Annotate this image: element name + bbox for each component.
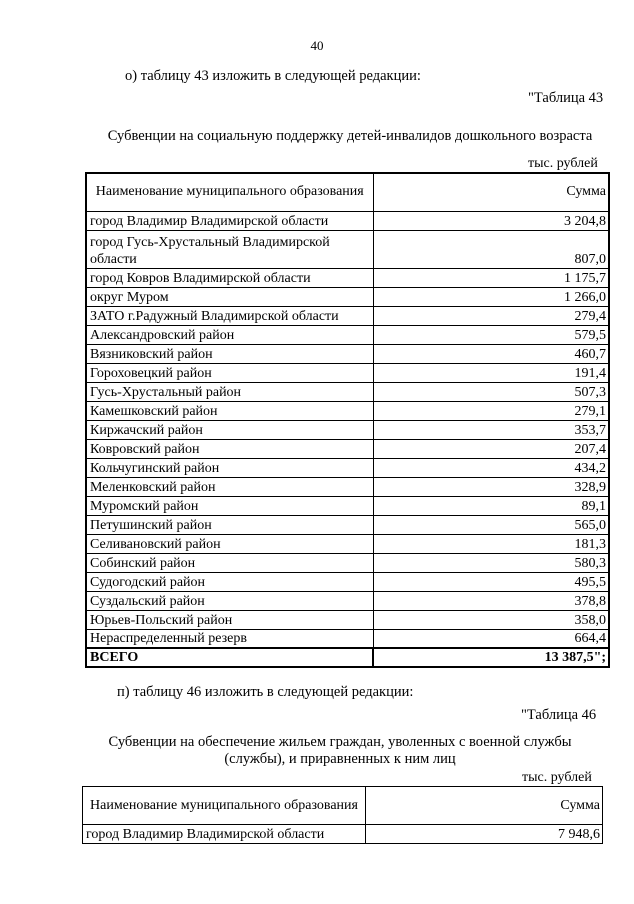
row-name-cell: Киржачский район [86, 420, 373, 439]
table-label-43: "Таблица 43 [528, 90, 604, 106]
row-name-cell: Муромский район [86, 496, 373, 515]
table-row [83, 825, 603, 844]
row-name-cell: Суздальский район [86, 591, 373, 610]
row-name-cell: ЗАТО г.Радужный Владимирской области [86, 306, 373, 325]
table-row [86, 287, 609, 306]
row-sum-cell: 13 387,5"; [373, 648, 609, 667]
row-name-cell: Собинский район [86, 553, 373, 572]
row-name-cell: Камешковский район [86, 401, 373, 420]
row-name-cell: Меленковский район [86, 477, 373, 496]
table-row [86, 211, 609, 230]
instruction-o: о) таблицу 43 изложить в следующей редакции: [125, 68, 421, 84]
table-row [86, 515, 609, 534]
header-sum-cell: Сумма [366, 787, 603, 825]
table-header [86, 173, 609, 211]
row-sum-cell: 507,3 [373, 382, 609, 401]
row-sum-cell: 580,3 [373, 553, 609, 572]
row-name-cell: Судогодский район [86, 572, 373, 591]
row-sum-cell: 3 204,8 [373, 211, 609, 230]
table-row [86, 401, 609, 420]
table-caption-46-line2: (службы), и приравненных к ним лиц [224, 751, 456, 767]
row-name-cell: город Ковров Владимирской области [86, 268, 373, 287]
row-sum-cell: 191,4 [373, 363, 609, 382]
header-name-cell: Наименование муниципального образования [83, 787, 366, 825]
header-sum-cell: Сумма [373, 173, 609, 211]
table-46 [82, 786, 603, 844]
row-sum-cell: 495,5 [373, 572, 609, 591]
total-row [86, 648, 609, 667]
table-row [86, 591, 609, 610]
table-row [86, 230, 609, 268]
table-row [86, 572, 609, 591]
row-sum-cell: 807,0 [373, 230, 609, 268]
table-row [86, 496, 609, 515]
table-row [86, 534, 609, 553]
row-sum-cell: 207,4 [373, 439, 609, 458]
table-43 [85, 172, 610, 668]
row-name-cell: город Владимир Владимирской области [86, 211, 373, 230]
table-row [86, 439, 609, 458]
row-sum-cell: 89,1 [373, 496, 609, 515]
table-caption-43: Субвенции на социальную поддержку детей-инвалидов дошкольного возраста [107, 128, 593, 144]
row-sum-cell: 565,0 [373, 515, 609, 534]
row-name-cell: город Владимир Владимирской области [83, 825, 366, 844]
table-header [83, 787, 603, 825]
row-name-cell: Юрьев-Польский район [86, 610, 373, 629]
row-sum-cell: 460,7 [373, 344, 609, 363]
row-sum-cell: 358,0 [373, 610, 609, 629]
row-name-cell: Петушинский район [86, 515, 373, 534]
row-name-cell: Кольчугинский район [86, 458, 373, 477]
table-row [86, 344, 609, 363]
table-row [86, 325, 609, 344]
row-name-cell: Гусь-Хрустальный район [86, 382, 373, 401]
row-name-cell: город Гусь-Хрустальный Владимирской области [86, 230, 373, 268]
row-sum-cell: 328,9 [373, 477, 609, 496]
row-name-cell: Нераспределенный резерв [86, 629, 373, 648]
table-row [86, 306, 609, 325]
table-row [86, 553, 609, 572]
table-row [86, 268, 609, 287]
table-row [86, 477, 609, 496]
table-label-46: "Таблица 46 [521, 707, 597, 723]
unit-label-43: тыс. рублей [528, 156, 598, 171]
row-sum-cell: 181,3 [373, 534, 609, 553]
row-name-cell: Гороховецкий район [86, 363, 373, 382]
unit-label-46: тыс. рублей [522, 770, 592, 785]
row-sum-cell: 353,7 [373, 420, 609, 439]
row-sum-cell: 279,4 [373, 306, 609, 325]
table-row [86, 420, 609, 439]
row-name-cell: округ Муром [86, 287, 373, 306]
header-name-cell: Наименование муниципального образования [86, 173, 373, 211]
row-sum-cell: 1 266,0 [373, 287, 609, 306]
instruction-p: п) таблицу 46 изложить в следующей редакции: [117, 684, 414, 700]
page-number: 40 [310, 38, 324, 53]
row-sum-cell: 7 948,6 [366, 825, 603, 844]
row-name-cell: ВСЕГО [86, 648, 373, 667]
table-row [86, 458, 609, 477]
row-name-cell: Селивановский район [86, 534, 373, 553]
table-row [86, 382, 609, 401]
row-name-cell: Ковровский район [86, 439, 373, 458]
row-name-cell: Александровский район [86, 325, 373, 344]
row-sum-cell: 579,5 [373, 325, 609, 344]
table-row [86, 363, 609, 382]
row-sum-cell: 434,2 [373, 458, 609, 477]
table-row [86, 610, 609, 629]
table-caption-46-line1: Субвенции на обеспечение жильем граждан, уволенных с военной службы [108, 734, 572, 750]
row-name-cell: Вязниковский район [86, 344, 373, 363]
row-sum-cell: 664,4 [373, 629, 609, 648]
table-row [86, 629, 609, 648]
row-sum-cell: 279,1 [373, 401, 609, 420]
row-sum-cell: 378,8 [373, 591, 609, 610]
row-sum-cell: 1 175,7 [373, 268, 609, 287]
